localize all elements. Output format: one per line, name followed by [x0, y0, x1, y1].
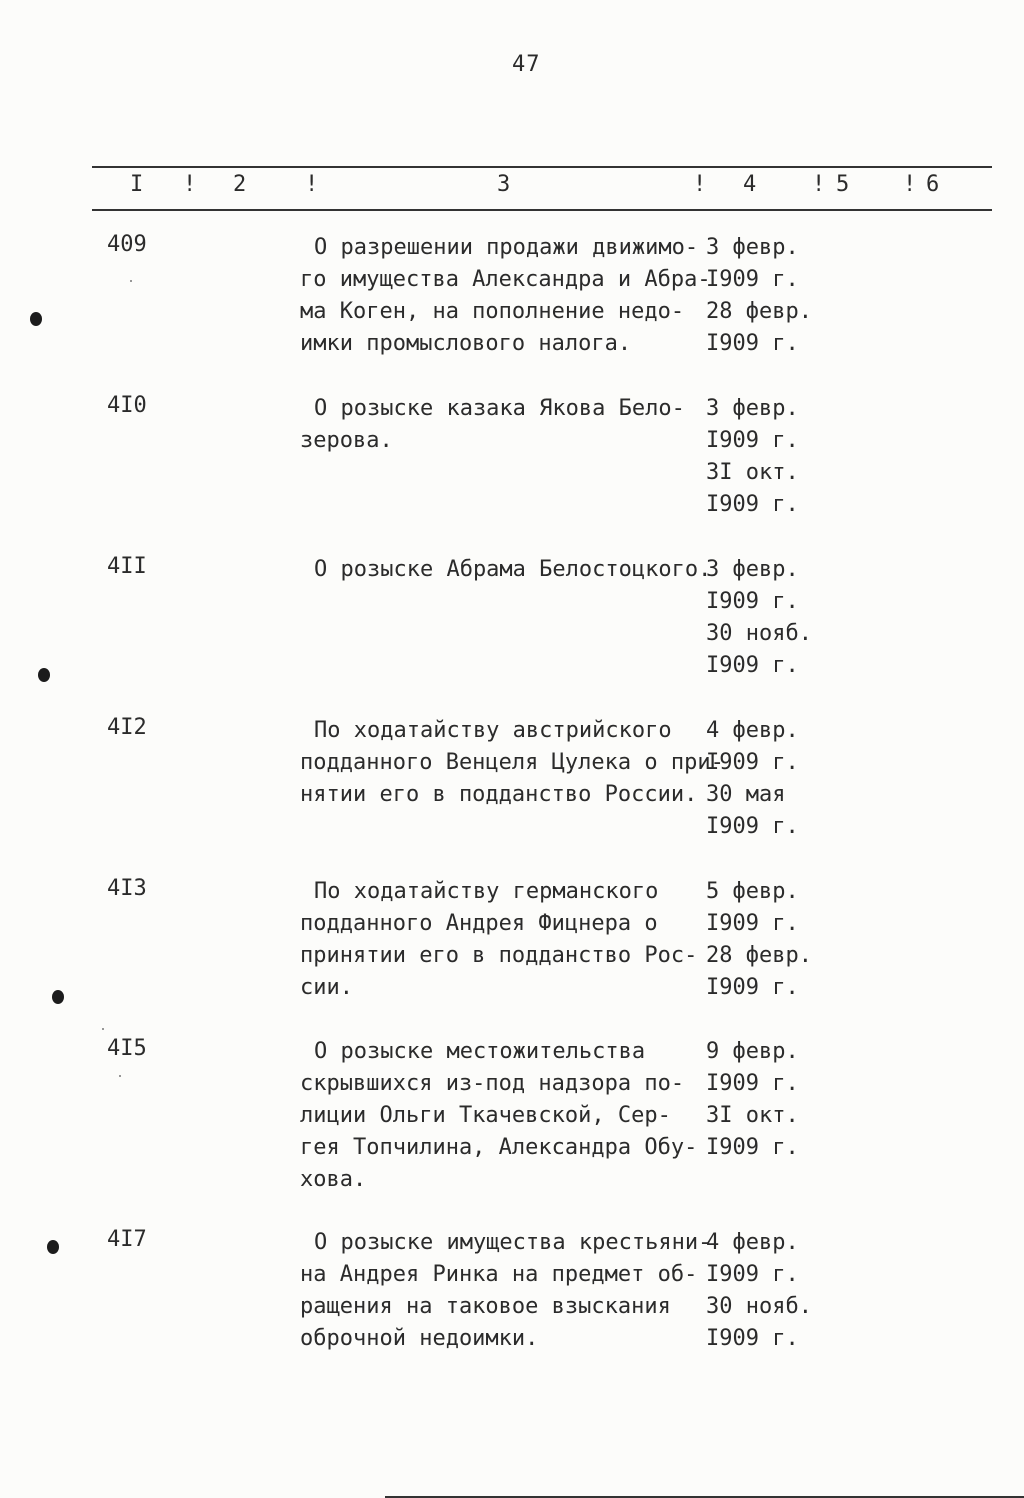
- column-separator: !: [693, 172, 707, 197]
- column-header-5: 5: [836, 172, 850, 197]
- column-header-3: 3: [497, 172, 511, 197]
- record-number: 4I5: [107, 1036, 147, 1061]
- record-title-line: лиции Ольги Ткачевской, Сер-: [300, 1103, 671, 1128]
- record-title-line: го имущества Александра и Абра-: [300, 267, 711, 292]
- record-number: 4I3: [107, 876, 147, 901]
- record-date-line: I909 г.: [706, 589, 799, 614]
- column-separator: !: [305, 172, 319, 197]
- punch-hole: [38, 668, 50, 682]
- column-header-4: 4: [743, 172, 757, 197]
- record-date-line: I909 г.: [706, 1071, 799, 1096]
- record-date-line: 4 февр.: [706, 1230, 799, 1255]
- record-date-line: I909 г.: [706, 653, 799, 678]
- page-number: 47: [512, 52, 541, 77]
- record-title-line: скрывшихся из-под надзора по-: [300, 1071, 685, 1096]
- record-date-line: 30 нояб.: [706, 1294, 812, 1319]
- record-date-line: I909 г.: [706, 331, 799, 356]
- column-header-1: I: [130, 172, 144, 197]
- record-title-line: подданного Андрея Фицнера о: [300, 911, 658, 936]
- record-number: 4II: [107, 554, 147, 579]
- record-date-line: 3 февр.: [706, 396, 799, 421]
- record-date-line: 30 нояб.: [706, 621, 812, 646]
- record-date-line: I909 г.: [706, 814, 799, 839]
- punch-hole: [47, 1240, 59, 1254]
- column-separator: !: [903, 172, 917, 197]
- speck: [130, 280, 132, 282]
- record-date-line: I909 г.: [706, 975, 799, 1000]
- record-date-line: I909 г.: [706, 1262, 799, 1287]
- record-title-line: гея Топчилина, Александра Обу-: [300, 1135, 698, 1160]
- record-number: 4I7: [107, 1227, 147, 1252]
- record-date-line: 3 февр.: [706, 235, 799, 260]
- column-separator: !: [812, 172, 826, 197]
- record-date-line: 3I окт.: [706, 1103, 799, 1128]
- record-date-line: 30 мая: [706, 782, 786, 807]
- record-number: 409: [107, 232, 147, 257]
- punch-hole: [52, 990, 64, 1004]
- record-date-line: 5 февр.: [706, 879, 799, 904]
- record-date-line: 3 февр.: [706, 557, 799, 582]
- speck: [102, 1028, 104, 1030]
- column-separator: !: [183, 172, 197, 197]
- record-title-line: ма Коген, на пополнение недо-: [300, 299, 685, 324]
- record-title-line: имки промыслового налога.: [300, 331, 632, 356]
- record-title-line: О розыске казака Якова Бело-: [314, 396, 685, 421]
- record-date-line: I909 г.: [706, 267, 799, 292]
- record-number: 4I2: [107, 715, 147, 740]
- record-title-line: По ходатайству германского: [314, 879, 659, 904]
- header-bottom-rule: [92, 209, 992, 211]
- record-title-line: хова.: [300, 1167, 367, 1192]
- record-title-line: ращения на таковое взыскания: [300, 1294, 671, 1319]
- record-title-line: О розыске имущества крестьяни-: [314, 1230, 712, 1255]
- record-title-line: сии.: [300, 975, 353, 1000]
- record-title-line: принятии его в подданство Рос-: [300, 943, 698, 968]
- speck: [119, 1075, 121, 1077]
- record-title-line: По ходатайству австрийского: [314, 718, 672, 743]
- record-date-line: I909 г.: [706, 911, 799, 936]
- record-date-line: 3I окт.: [706, 460, 799, 485]
- record-title-line: нятии его в подданство России.: [300, 782, 698, 807]
- record-date-line: I909 г.: [706, 428, 799, 453]
- record-title-line: зерова.: [300, 428, 393, 453]
- record-date-line: I909 г.: [706, 1326, 799, 1351]
- record-number: 4I0: [107, 393, 147, 418]
- record-title-line: подданного Венцеля Цулека о при-: [300, 750, 724, 775]
- record-date-line: 28 февр.: [706, 943, 812, 968]
- record-title-line: О розыске местожительства: [314, 1039, 646, 1064]
- table-top-rule: [92, 166, 992, 168]
- record-date-line: I909 г.: [706, 750, 799, 775]
- record-title-line: О разрешении продажи движимо-: [314, 235, 699, 260]
- record-date-line: 28 февр.: [706, 299, 812, 324]
- punch-hole: [30, 312, 42, 326]
- record-date-line: 9 февр.: [706, 1039, 799, 1064]
- record-title-line: оброчной недоимки.: [300, 1326, 539, 1351]
- record-date-line: I909 г.: [706, 1135, 799, 1160]
- column-header-6: 6: [926, 172, 940, 197]
- column-header-2: 2: [233, 172, 247, 197]
- record-date-line: I909 г.: [706, 492, 799, 517]
- record-date-line: 4 февр.: [706, 718, 799, 743]
- record-title-line: О розыске Абрама Белостоцкого.: [314, 557, 712, 582]
- record-title-line: на Андрея Ринка на предмет об-: [300, 1262, 698, 1287]
